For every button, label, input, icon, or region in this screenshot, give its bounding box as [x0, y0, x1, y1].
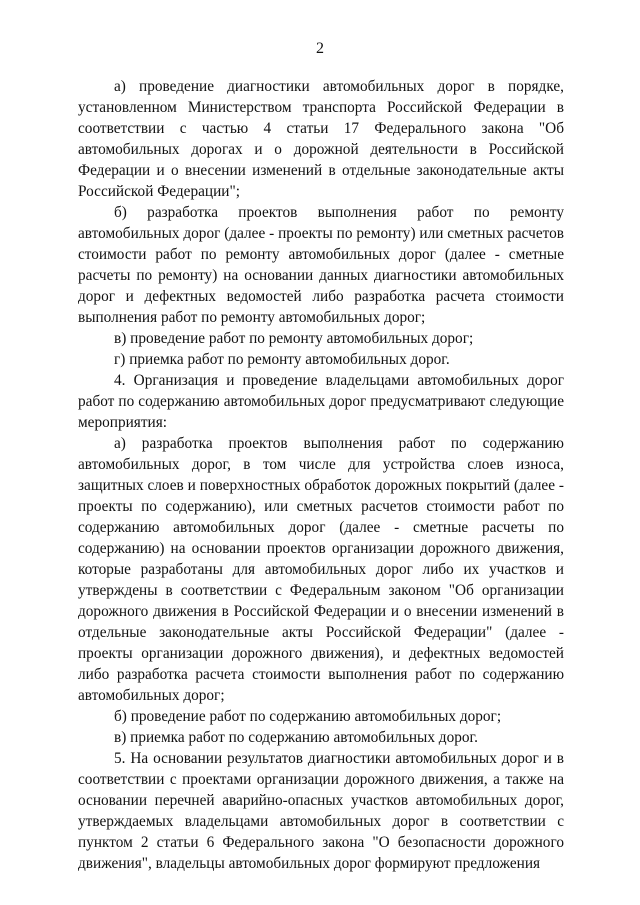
- document-body: [78, 76, 564, 874]
- paragraph-4: 4. Организация и проведение владельцами автомобильных дорог работ по содержанию автомобильных дорог предусматривают следующие мероприятия:: [78, 372, 564, 431]
- paragraph-4b: б) проведение работ по содержанию автомобильных дорог;: [114, 708, 502, 725]
- paragraph-4a: а) разработка проектов выполнения работ по содержанию автомобильных дорог, в том числе для устройства слоев износа, защитных слоев и поверхностных обработок дорожных покрытий (далее - проекты по содержанию), или сметных расчетов стоимости работ по содержанию автомобильных дорог (далее - сметные расчеты по содержанию) на основании проектов организации дорожного движения, которые разработаны для автомобильных дорог либо их участков и утверждены в соответствии с Федеральным законом "Об организации дорожного движения в Российской Федерации и о внесении изменений в отдельные законодательные акты Российской Федерации" (далее - проекты организации дорожного движения), и дефектных ведомостей либо разработка расчета стоимости выполнения работ по содержанию автомобильных дорог;: [78, 435, 564, 704]
- paragraph-5: 5. На основании результатов диагностики автомобильных дорог и в соответствии с проектами организации дорожного движения, а также на основании перечней аварийно-опасных участков автомобильных дорог, утверждаемых владельцами автомобильных дорог в соответствии с пунктом 2 статьи 6 Федерального закона "О безопасности дорожного движения", владельцы автомобильных дорог формируют предложения: [78, 750, 564, 872]
- paragraph-3a: а) проведение диагностики автомобильных дорог в порядке, установленном Министерством транспорта Российской Федерации в соответствии с частью 4 статьи 17 Федерального закона "Об автомобильных дорогах и о дорожной деятельности в Российской Федерации и о внесении изменений в отдельные законодательные акты Российской Федерации";: [78, 78, 564, 200]
- paragraph-3d: г) приемка работ по ремонту автомобильных дорог.: [114, 351, 450, 368]
- paragraph-3b: б) разработка проектов выполнения работ по ремонту автомобильных дорог (далее - проекты по ремонту) или сметных расчетов стоимости работ по ремонту автомобильных дорог (далее - сметные расчеты по ремонту) на основании данных диагностики автомобильных дорог и дефектных ведомостей либо разработка расчета стоимости выполнения работ по ремонту автомобильных дорог;: [78, 204, 564, 326]
- paragraph-3c: в) проведение работ по ремонту автомобильных дорог;: [114, 330, 474, 347]
- paragraph-4c: в) приемка работ по содержанию автомобильных дорог.: [114, 729, 478, 746]
- page-number: 2: [316, 40, 324, 57]
